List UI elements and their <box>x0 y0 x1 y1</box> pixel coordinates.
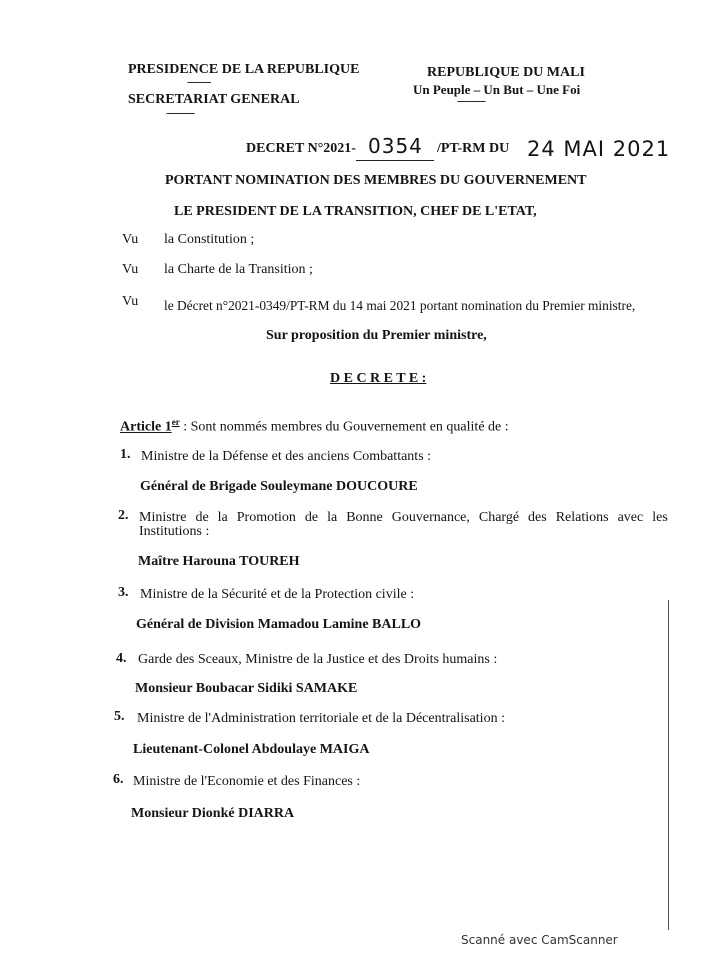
header-right-separator: ------------ <box>457 96 485 107</box>
camscanner-footer: Scanné avec CamScanner <box>461 933 618 947</box>
minister-number: 1. <box>120 447 131 462</box>
minister-role: Ministre de la Défense et des anciens Combattants : <box>141 449 432 464</box>
minister-role: Ministre de l'Administration territoriale et de la Décentralisation : <box>137 711 505 726</box>
minister-role-continued: Institutions : <box>139 524 210 539</box>
minister-name: Maître Harouna TOUREH <box>138 554 300 569</box>
presidence-heading: PRESIDENCE DE LA REPUBLIQUE <box>128 62 360 77</box>
article-1 <box>120 417 509 436</box>
header-left-separator-2: ------------ <box>166 108 194 119</box>
minister-role: Ministre de l'Economie et des Finances : <box>133 774 361 789</box>
vu-label: Vu <box>122 262 139 277</box>
secretariat-heading: SECRETARIAT GENERAL <box>128 92 300 107</box>
minister-name: Lieutenant-Colonel Abdoulaye MAIGA <box>133 742 370 757</box>
decree-subject: PORTANT NOMINATION DES MEMBRES DU GOUVERNEMENT <box>165 173 587 188</box>
proposal-line: Sur proposition du Premier ministre, <box>266 328 487 343</box>
article-1-label: Article 1 <box>120 419 172 435</box>
decree-date: 24 MAI 2021 <box>527 137 671 161</box>
minister-role: Ministre de la Sécurité et de la Protection civile : <box>140 587 415 602</box>
article-1-text: : Sont nommés membres du Gouvernement en qualité de : <box>179 419 509 435</box>
vu-text: la Constitution ; <box>164 232 255 247</box>
minister-number: 3. <box>118 585 129 600</box>
minister-number: 6. <box>113 772 124 787</box>
decrete-heading: D E C R E T E : <box>330 371 427 386</box>
minister-number: 4. <box>116 651 127 666</box>
scan-edge-line <box>668 600 669 930</box>
decree-number: 0354 <box>368 134 423 158</box>
minister-name: Général de Brigade Souleymane DOUCOURE <box>140 479 418 494</box>
minister-name: Général de Division Mamadou Lamine BALLO <box>136 617 422 632</box>
authority-line: LE PRESIDENT DE LA TRANSITION, CHEF DE L'ETAT, <box>174 204 537 219</box>
minister-name: Monsieur Dionké DIARRA <box>131 806 295 821</box>
vu-label: Vu <box>122 294 139 309</box>
minister-name: Monsieur Boubacar Sidiki SAMAKE <box>135 681 358 696</box>
header-left-separator-1: ---------- <box>187 77 211 88</box>
minister-role: Ministre de la Promotion de la Bonne Gouvernance, Chargé des Relations avec les <box>139 510 668 525</box>
republic-motto: Un Peuple – Un But – Une Foi <box>413 82 581 97</box>
article-1-superscript: er <box>171 417 180 427</box>
decree-prefix: DECRET N°2021- <box>246 141 356 156</box>
vu-text: le Décret n°2021-0349/PT-RM du 14 mai 2021 portant nomination du Premier ministre, <box>164 298 636 313</box>
minister-role: Garde des Sceaux, Ministre de la Justice et des Droits humains : <box>138 652 498 667</box>
minister-number: 2. <box>118 508 129 523</box>
minister-number: 5. <box>114 709 125 724</box>
republic-heading: REPUBLIQUE DU MALI <box>427 65 585 80</box>
vu-text: la Charte de la Transition ; <box>164 262 313 277</box>
decree-suffix: /PT-RM DU <box>437 141 510 156</box>
vu-label: Vu <box>122 232 139 247</box>
